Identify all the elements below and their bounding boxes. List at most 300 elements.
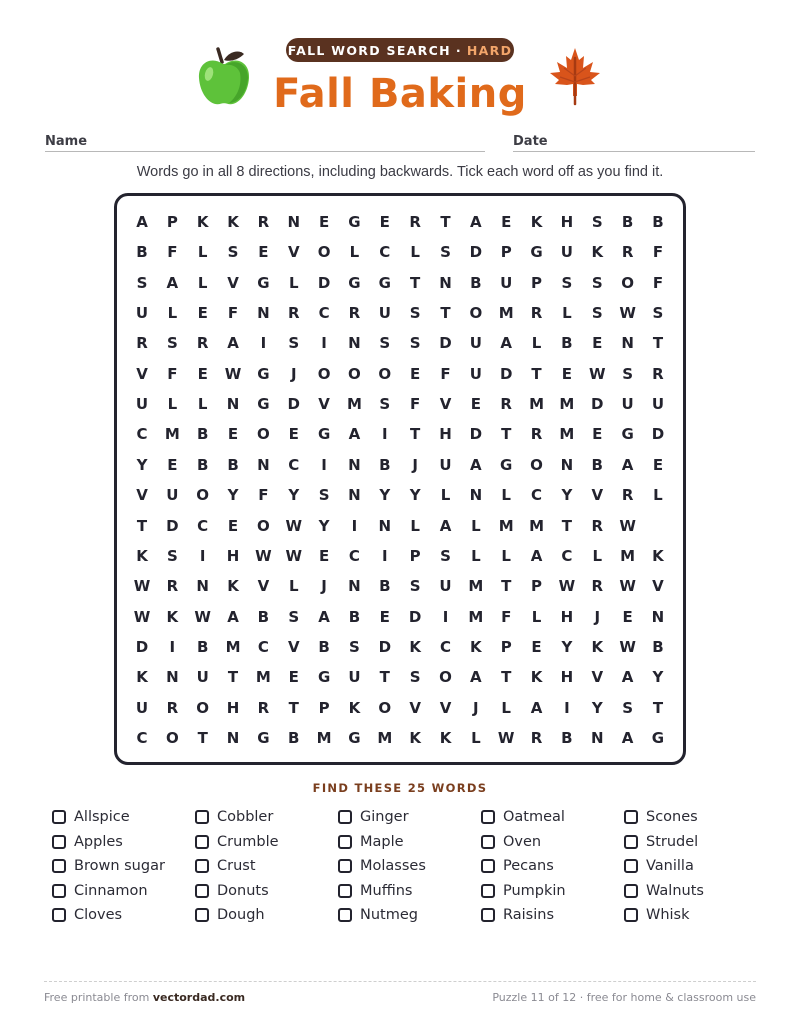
grid-cell[interactable]: M bbox=[529, 516, 545, 535]
grid-cell[interactable]: D bbox=[469, 243, 483, 262]
grid-cell[interactable]: L bbox=[167, 304, 178, 323]
grid-cell[interactable]: T bbox=[227, 668, 239, 687]
grid-cell[interactable]: L bbox=[288, 273, 299, 292]
grid-cell[interactable]: G bbox=[317, 425, 331, 444]
grid-cell[interactable]: F bbox=[440, 364, 451, 383]
grid-cell[interactable]: S bbox=[622, 698, 633, 717]
grid-cell[interactable]: V bbox=[227, 273, 239, 292]
grid-cell[interactable]: P bbox=[531, 577, 543, 596]
grid-cell[interactable]: B bbox=[591, 455, 603, 474]
grid-cell[interactable]: N bbox=[257, 455, 270, 474]
grid-cell[interactable]: E bbox=[379, 607, 390, 626]
grid-cell[interactable]: V bbox=[257, 577, 270, 596]
grid-cell[interactable]: V bbox=[136, 486, 148, 505]
grid-cell[interactable]: L bbox=[349, 243, 360, 262]
grid-cell[interactable]: K bbox=[652, 546, 664, 565]
grid-cell[interactable]: W bbox=[619, 637, 636, 656]
word-list-item[interactable] bbox=[195, 903, 335, 928]
grid-cell[interactable]: L bbox=[562, 304, 572, 323]
grid-cell[interactable]: T bbox=[379, 668, 390, 687]
footer-brand-link[interactable]: vectordad.com bbox=[152, 991, 246, 1004]
grid-cell[interactable]: W bbox=[588, 364, 606, 383]
grid-cell[interactable]: G bbox=[530, 243, 543, 262]
grid-cell[interactable]: G bbox=[500, 455, 513, 474]
grid-cell[interactable]: E bbox=[288, 425, 299, 444]
grid-cell[interactable]: L bbox=[501, 486, 511, 505]
word-list-item[interactable] bbox=[195, 830, 335, 855]
grid-cell[interactable]: U bbox=[439, 577, 452, 596]
grid-cell[interactable]: C bbox=[136, 425, 148, 444]
grid-cell[interactable]: Y bbox=[561, 637, 573, 656]
grid-cell[interactable]: E bbox=[318, 213, 330, 231]
grid-cell[interactable]: B bbox=[652, 637, 664, 656]
grid-cell[interactable]: N bbox=[590, 728, 604, 747]
grid-cell[interactable]: F bbox=[501, 607, 512, 626]
grid-cell[interactable]: A bbox=[621, 728, 634, 747]
grid-cell[interactable]: E bbox=[470, 395, 481, 414]
grid-cell[interactable]: O bbox=[257, 516, 270, 535]
grid-cell[interactable]: S bbox=[409, 577, 421, 596]
grid-cell[interactable]: E bbox=[531, 637, 542, 656]
grid-cell[interactable]: Y bbox=[591, 698, 603, 717]
grid-cell[interactable]: U bbox=[135, 395, 149, 414]
grid-cell[interactable]: K bbox=[530, 668, 543, 687]
grid-cell[interactable]: K bbox=[530, 213, 543, 231]
grid-cell[interactable]: T bbox=[440, 304, 451, 323]
grid-cell[interactable]: E bbox=[197, 364, 208, 383]
word-checkbox[interactable] bbox=[195, 835, 209, 849]
grid-cell[interactable]: L bbox=[440, 486, 451, 505]
grid-cell[interactable]: R bbox=[409, 213, 421, 231]
grid-cell[interactable]: M bbox=[498, 304, 514, 323]
grid-cell[interactable]: W bbox=[133, 577, 151, 596]
grid-cell[interactable]: E bbox=[652, 455, 664, 474]
grid-cell[interactable]: A bbox=[166, 273, 179, 292]
word-list-item[interactable] bbox=[338, 903, 478, 928]
grid-cell[interactable]: S bbox=[166, 546, 178, 565]
grid-cell[interactable]: J bbox=[290, 364, 297, 383]
grid-cell[interactable]: V bbox=[591, 486, 604, 505]
grid-cell[interactable]: B bbox=[561, 334, 573, 353]
grid-cell[interactable]: E bbox=[622, 607, 633, 626]
grid-cell[interactable]: O bbox=[439, 668, 452, 687]
grid-cell[interactable]: T bbox=[136, 516, 148, 535]
grid-cell[interactable]: I bbox=[351, 516, 358, 535]
grid-cell[interactable]: L bbox=[592, 546, 603, 565]
grid-cell[interactable]: F bbox=[167, 243, 178, 262]
grid-cell[interactable]: P bbox=[500, 637, 512, 656]
grid-cell[interactable]: D bbox=[591, 395, 604, 414]
grid-cell[interactable]: B bbox=[227, 455, 239, 474]
grid-cell[interactable]: L bbox=[410, 243, 420, 262]
grid-cell[interactable]: H bbox=[439, 425, 452, 444]
grid-cell[interactable]: A bbox=[530, 546, 543, 565]
grid-cell[interactable]: L bbox=[471, 546, 481, 565]
grid-cell[interactable]: S bbox=[318, 486, 330, 505]
grid-cell[interactable]: H bbox=[560, 213, 574, 231]
grid-cell[interactable]: H bbox=[226, 698, 240, 717]
word-list-item[interactable] bbox=[624, 879, 764, 904]
grid-cell[interactable]: P bbox=[166, 213, 178, 231]
grid-cell[interactable]: L bbox=[501, 698, 511, 717]
grid-cell[interactable]: B bbox=[621, 213, 634, 231]
grid-cell[interactable]: H bbox=[226, 546, 240, 565]
grid-cell[interactable]: N bbox=[348, 486, 361, 505]
grid-cell[interactable]: B bbox=[470, 273, 482, 292]
grid-cell[interactable]: R bbox=[257, 698, 270, 717]
grid-cell[interactable]: O bbox=[196, 698, 210, 717]
grid-cell[interactable]: M bbox=[316, 728, 332, 747]
grid-cell[interactable]: E bbox=[227, 516, 239, 535]
grid-cell[interactable]: W bbox=[194, 607, 211, 626]
word-checkbox[interactable] bbox=[52, 810, 66, 824]
grid-cell[interactable]: K bbox=[227, 577, 239, 596]
grid-cell[interactable]: K bbox=[591, 637, 604, 656]
grid-cell[interactable]: P bbox=[409, 546, 421, 565]
word-list-item[interactable] bbox=[52, 879, 192, 904]
grid-cell[interactable]: K bbox=[591, 243, 604, 262]
grid-cell[interactable]: G bbox=[621, 425, 634, 444]
grid-cell[interactable]: M bbox=[225, 637, 241, 656]
grid-cell[interactable]: T bbox=[531, 364, 542, 383]
grid-cell[interactable]: H bbox=[560, 668, 574, 687]
grid-cell[interactable]: E bbox=[258, 243, 269, 262]
word-checkbox[interactable] bbox=[52, 884, 66, 898]
grid-cell[interactable]: I bbox=[260, 334, 267, 353]
grid-cell[interactable]: T bbox=[410, 425, 421, 444]
word-list-item[interactable] bbox=[481, 854, 621, 879]
word-list-item[interactable] bbox=[481, 805, 621, 830]
grid-cell[interactable]: V bbox=[318, 395, 330, 414]
grid-cell[interactable]: O bbox=[348, 364, 361, 383]
word-list-item[interactable] bbox=[481, 830, 621, 855]
grid-cell[interactable]: B bbox=[196, 425, 209, 444]
grid-cell[interactable]: R bbox=[621, 243, 634, 262]
grid-cell[interactable]: S bbox=[591, 273, 603, 292]
grid-cell[interactable]: T bbox=[501, 577, 512, 596]
grid-cell[interactable]: M bbox=[255, 668, 271, 687]
grid-cell[interactable]: N bbox=[348, 455, 361, 474]
grid-cell[interactable]: J bbox=[321, 577, 327, 596]
grid-cell[interactable]: R bbox=[166, 577, 179, 596]
grid-cell[interactable]: R bbox=[287, 304, 300, 323]
grid-cell[interactable]: G bbox=[257, 395, 270, 414]
grid-cell[interactable]: E bbox=[288, 668, 299, 687]
grid-cell[interactable]: R bbox=[530, 728, 543, 747]
grid-cell[interactable]: Y bbox=[561, 486, 573, 505]
grid-cell[interactable]: D bbox=[439, 334, 452, 353]
grid-cell[interactable]: B bbox=[136, 243, 148, 262]
grid-cell[interactable]: G bbox=[348, 273, 361, 292]
grid-cell[interactable]: B bbox=[288, 728, 300, 747]
grid-cell[interactable]: F bbox=[167, 364, 178, 383]
grid-cell[interactable]: U bbox=[135, 698, 149, 717]
word-list-item[interactable] bbox=[195, 854, 335, 879]
grid-cell[interactable]: I bbox=[442, 607, 449, 626]
grid-cell[interactable]: R bbox=[591, 577, 604, 596]
grid-cell[interactable]: A bbox=[621, 455, 634, 474]
grid-cell[interactable]: U bbox=[651, 395, 665, 414]
grid-cell[interactable]: T bbox=[501, 668, 512, 687]
grid-cell[interactable]: B bbox=[379, 577, 391, 596]
word-list-item[interactable] bbox=[52, 805, 192, 830]
grid-cell[interactable]: E bbox=[592, 334, 603, 353]
grid-cell[interactable]: S bbox=[409, 668, 421, 687]
grid-cell[interactable]: R bbox=[530, 304, 543, 323]
grid-cell[interactable]: T bbox=[288, 698, 299, 717]
grid-cell[interactable]: F bbox=[410, 395, 421, 414]
grid-cell[interactable]: V bbox=[287, 637, 300, 656]
grid-cell[interactable]: P bbox=[318, 698, 330, 717]
grid-cell[interactable]: C bbox=[318, 304, 330, 323]
grid-cell[interactable]: W bbox=[255, 546, 272, 565]
grid-cell[interactable]: C bbox=[439, 637, 451, 656]
grid-cell[interactable]: S bbox=[622, 364, 633, 383]
grid-cell[interactable]: L bbox=[288, 577, 299, 596]
grid-cell[interactable]: A bbox=[621, 668, 634, 687]
grid-cell[interactable]: R bbox=[166, 698, 179, 717]
grid-cell[interactable]: W bbox=[133, 607, 151, 626]
grid-cell[interactable]: W bbox=[285, 516, 303, 535]
grid-cell[interactable]: G bbox=[257, 273, 270, 292]
grid-cell[interactable]: M bbox=[498, 516, 514, 535]
grid-cell[interactable]: O bbox=[317, 364, 331, 383]
grid-cell[interactable]: K bbox=[227, 213, 239, 231]
grid-cell[interactable]: L bbox=[197, 395, 208, 414]
grid-cell[interactable]: S bbox=[288, 334, 300, 353]
word-list-item[interactable] bbox=[52, 830, 192, 855]
grid-cell[interactable]: S bbox=[227, 243, 239, 262]
word-checkbox[interactable] bbox=[481, 859, 495, 873]
grid-cell[interactable]: S bbox=[440, 546, 451, 565]
grid-cell[interactable]: W bbox=[285, 546, 303, 565]
grid-cell[interactable]: N bbox=[257, 304, 270, 323]
grid-cell[interactable]: O bbox=[621, 273, 634, 292]
grid-cell[interactable]: M bbox=[529, 395, 545, 414]
word-checkbox[interactable] bbox=[195, 908, 209, 922]
grid-cell[interactable]: N bbox=[469, 486, 483, 505]
grid-cell[interactable]: C bbox=[379, 243, 391, 262]
grid-cell[interactable]: F bbox=[652, 273, 664, 292]
grid-cell[interactable]: T bbox=[652, 334, 664, 353]
grid-cell[interactable]: Y bbox=[409, 486, 421, 505]
word-list-item[interactable] bbox=[52, 854, 192, 879]
grid-cell[interactable]: L bbox=[653, 486, 663, 505]
word-checkbox[interactable] bbox=[624, 908, 638, 922]
grid-cell[interactable]: M bbox=[164, 425, 180, 444]
grid-cell[interactable]: S bbox=[652, 304, 664, 323]
grid-cell[interactable]: N bbox=[651, 607, 665, 626]
grid-cell[interactable]: L bbox=[197, 243, 208, 262]
word-checkbox[interactable] bbox=[624, 835, 638, 849]
grid-cell[interactable]: D bbox=[317, 273, 331, 292]
word-list-item[interactable] bbox=[481, 879, 621, 904]
grid-cell[interactable]: B bbox=[652, 213, 664, 231]
word-checkbox[interactable] bbox=[338, 884, 352, 898]
grid-cell[interactable]: L bbox=[501, 546, 511, 565]
grid-cell[interactable]: A bbox=[500, 334, 512, 353]
grid-cell[interactable]: D bbox=[166, 516, 179, 535]
date-field[interactable] bbox=[513, 151, 755, 152]
grid-cell[interactable]: I bbox=[382, 546, 388, 565]
grid-cell[interactable]: M bbox=[559, 395, 575, 414]
grid-cell[interactable]: O bbox=[469, 304, 483, 323]
grid-cell[interactable]: B bbox=[318, 637, 330, 656]
grid-cell[interactable]: L bbox=[410, 516, 420, 535]
grid-cell[interactable]: V bbox=[287, 243, 300, 262]
grid-cell[interactable]: S bbox=[166, 334, 178, 353]
grid-cell[interactable]: I bbox=[169, 637, 176, 656]
grid-cell[interactable]: N bbox=[378, 516, 392, 535]
grid-cell[interactable]: S bbox=[591, 304, 603, 323]
grid-cell[interactable]: N bbox=[287, 213, 301, 231]
grid-cell[interactable]: V bbox=[439, 698, 452, 717]
grid-cell[interactable]: N bbox=[196, 577, 209, 596]
word-checkbox[interactable] bbox=[195, 810, 209, 824]
grid-cell[interactable]: E bbox=[501, 213, 512, 231]
grid-cell[interactable]: Y bbox=[318, 516, 330, 535]
grid-cell[interactable]: S bbox=[379, 395, 391, 414]
grid-cell[interactable]: S bbox=[409, 304, 421, 323]
grid-cell[interactable]: A bbox=[318, 607, 330, 626]
grid-cell[interactable]: D bbox=[408, 607, 422, 626]
grid-cell[interactable]: I bbox=[564, 698, 570, 717]
grid-cell[interactable]: G bbox=[257, 728, 270, 747]
grid-cell[interactable]: B bbox=[348, 607, 361, 626]
grid-cell[interactable]: W bbox=[619, 304, 636, 323]
grid-cell[interactable]: I bbox=[199, 546, 206, 565]
grid-cell[interactable]: S bbox=[591, 213, 603, 231]
grid-cell[interactable]: L bbox=[531, 334, 542, 353]
grid-cell[interactable]: A bbox=[136, 213, 148, 231]
grid-cell[interactable]: U bbox=[560, 243, 573, 262]
word-checkbox[interactable] bbox=[195, 859, 209, 873]
grid-cell[interactable]: V bbox=[652, 577, 664, 596]
grid-cell[interactable]: R bbox=[591, 516, 604, 535]
grid-cell[interactable]: Y bbox=[288, 486, 300, 505]
grid-cell[interactable]: K bbox=[409, 637, 421, 656]
grid-cell[interactable]: U bbox=[469, 364, 482, 383]
grid-cell[interactable]: A bbox=[348, 425, 361, 444]
grid-cell[interactable]: F bbox=[258, 486, 269, 505]
grid-cell[interactable]: U bbox=[621, 395, 634, 414]
grid-cell[interactable]: W bbox=[558, 577, 576, 596]
word-checkbox[interactable] bbox=[624, 859, 638, 873]
grid-cell[interactable]: E bbox=[561, 364, 573, 383]
word-checkbox[interactable] bbox=[338, 835, 352, 849]
name-field[interactable] bbox=[45, 151, 485, 152]
grid-cell[interactable]: S bbox=[379, 334, 391, 353]
grid-cell[interactable]: R bbox=[652, 364, 664, 383]
grid-cell[interactable]: D bbox=[135, 637, 149, 656]
grid-cell[interactable]: I bbox=[321, 334, 327, 353]
grid-cell[interactable]: O bbox=[257, 425, 270, 444]
grid-cell[interactable]: J bbox=[594, 607, 601, 626]
word-checkbox[interactable] bbox=[481, 908, 495, 922]
word-checkbox[interactable] bbox=[624, 810, 638, 824]
word-checkbox[interactable] bbox=[481, 835, 495, 849]
grid-cell[interactable]: K bbox=[166, 607, 179, 626]
grid-cell[interactable]: Y bbox=[136, 455, 148, 474]
grid-cell[interactable]: F bbox=[227, 304, 239, 323]
grid-cell[interactable]: K bbox=[348, 698, 361, 717]
grid-cell[interactable]: T bbox=[440, 213, 451, 231]
grid-cell[interactable]: K bbox=[409, 728, 421, 747]
grid-cell[interactable]: F bbox=[652, 243, 664, 262]
word-checkbox[interactable] bbox=[338, 859, 352, 873]
grid-cell[interactable]: R bbox=[257, 213, 270, 231]
word-list-item[interactable] bbox=[338, 830, 478, 855]
grid-cell[interactable]: R bbox=[136, 334, 148, 353]
word-checkbox[interactable] bbox=[52, 859, 66, 873]
word-checkbox[interactable] bbox=[52, 908, 66, 922]
grid-cell[interactable]: W bbox=[224, 364, 242, 383]
grid-cell[interactable]: B bbox=[257, 607, 270, 626]
grid-cell[interactable]: O bbox=[196, 486, 210, 505]
grid-cell[interactable]: R bbox=[196, 334, 209, 353]
grid-cell[interactable]: O bbox=[317, 243, 331, 262]
grid-cell[interactable]: C bbox=[197, 516, 209, 535]
grid-cell[interactable]: S bbox=[409, 334, 421, 353]
grid-cell[interactable]: L bbox=[167, 395, 178, 414]
grid-cell[interactable]: S bbox=[349, 637, 360, 656]
grid-cell[interactable]: Y bbox=[652, 668, 664, 687]
grid-cell[interactable]: C bbox=[257, 637, 269, 656]
word-list-item[interactable] bbox=[481, 903, 621, 928]
grid-cell[interactable]: E bbox=[197, 304, 208, 323]
grid-cell[interactable]: L bbox=[197, 273, 208, 292]
word-checkbox[interactable] bbox=[52, 835, 66, 849]
word-list-item[interactable] bbox=[52, 903, 192, 928]
word-list-item[interactable] bbox=[338, 879, 478, 904]
grid-cell[interactable]: G bbox=[348, 728, 361, 747]
grid-cell[interactable]: S bbox=[136, 273, 148, 292]
grid-cell[interactable]: V bbox=[439, 395, 452, 414]
grid-cell[interactable]: O bbox=[530, 455, 543, 474]
grid-cell[interactable]: N bbox=[348, 577, 361, 596]
word-checkbox[interactable] bbox=[338, 810, 352, 824]
word-list-item[interactable] bbox=[624, 854, 764, 879]
grid-cell[interactable]: J bbox=[473, 698, 479, 717]
grid-cell[interactable]: E bbox=[592, 425, 603, 444]
grid-cell[interactable]: M bbox=[346, 395, 362, 414]
grid-cell[interactable]: D bbox=[651, 425, 665, 444]
grid-cell[interactable]: D bbox=[469, 425, 483, 444]
grid-cell[interactable]: M bbox=[468, 577, 484, 596]
word-list-item[interactable] bbox=[624, 903, 764, 928]
word-list-item[interactable] bbox=[195, 805, 335, 830]
word-checkbox[interactable] bbox=[195, 884, 209, 898]
grid-cell[interactable]: A bbox=[470, 668, 482, 687]
grid-cell[interactable]: N bbox=[560, 455, 574, 474]
grid-cell[interactable]: Y bbox=[227, 486, 239, 505]
grid-cell[interactable]: R bbox=[348, 304, 361, 323]
grid-cell[interactable]: P bbox=[500, 243, 512, 262]
grid-cell[interactable]: E bbox=[227, 425, 239, 444]
grid-cell[interactable]: U bbox=[439, 455, 452, 474]
grid-cell[interactable]: V bbox=[136, 364, 148, 383]
grid-cell[interactable]: U bbox=[166, 486, 179, 505]
word-checkbox[interactable] bbox=[338, 908, 352, 922]
grid-cell[interactable]: I bbox=[382, 425, 388, 444]
grid-cell[interactable]: S bbox=[561, 273, 573, 292]
grid-cell[interactable]: M bbox=[620, 546, 636, 565]
grid-cell[interactable]: G bbox=[257, 364, 270, 383]
grid-cell[interactable]: N bbox=[348, 334, 361, 353]
grid-cell[interactable]: E bbox=[410, 364, 421, 383]
grid-cell[interactable]: O bbox=[165, 728, 179, 747]
grid-cell[interactable]: G bbox=[317, 668, 331, 687]
